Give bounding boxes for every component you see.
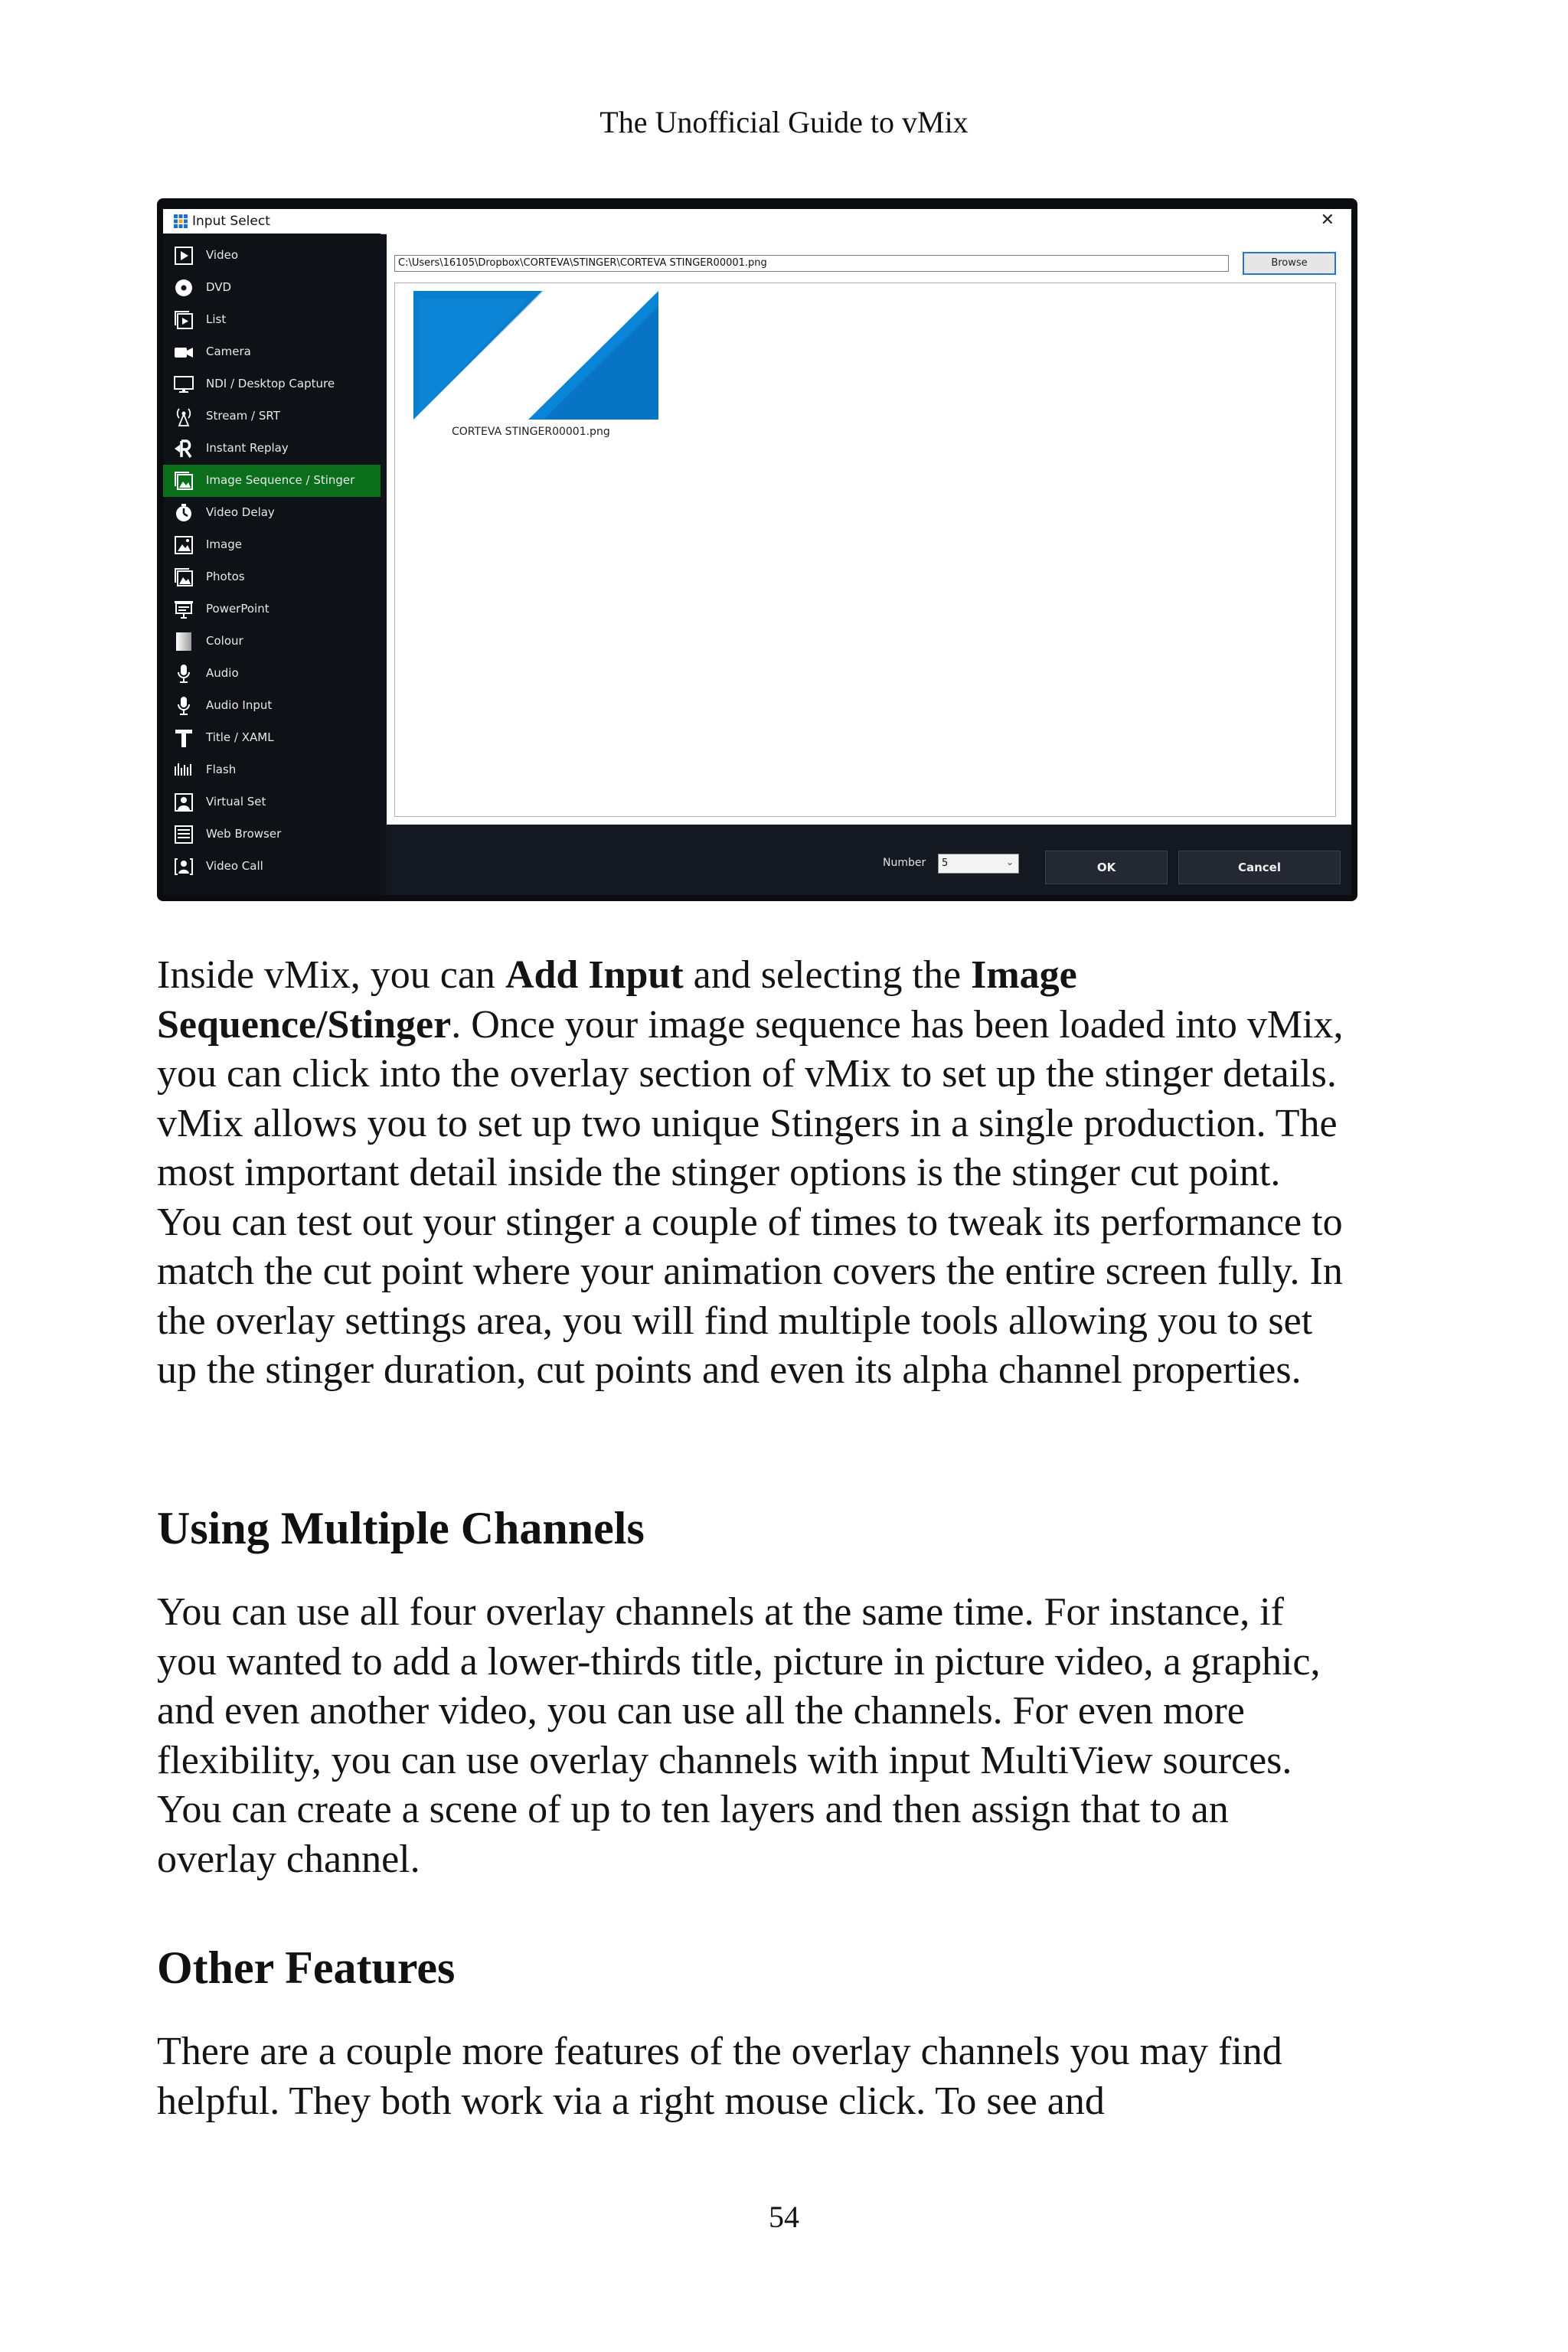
sidebar-item-image-sequence-stinger[interactable]: [163, 465, 381, 497]
sidebar-item-camera[interactable]: [163, 336, 381, 368]
file-list-pane: [394, 283, 1336, 817]
number-label: Number: [883, 857, 926, 869]
colour-icon: [174, 632, 194, 652]
running-head: The Unofficial Guide to vMix: [599, 105, 969, 139]
sidebar-item-audio-input[interactable]: [163, 690, 381, 722]
flash-icon: [174, 760, 194, 780]
sidebar-item-title-xaml[interactable]: [163, 722, 381, 754]
sidebar-item-photos[interactable]: [163, 561, 381, 593]
close-icon[interactable]: ✕: [1320, 211, 1334, 230]
sidebar-item-list[interactable]: [163, 304, 381, 336]
sidebar-item-label: Title / XAML: [206, 730, 274, 744]
sidebar-item-label: PowerPoint: [206, 602, 270, 616]
sidebar-item-label: Virtual Set: [206, 795, 266, 808]
sidebar-item-video-delay[interactable]: [163, 497, 381, 529]
sidebar-item-flash[interactable]: [163, 754, 381, 786]
sidebar-item-label: Photos: [206, 570, 245, 583]
virtual-set-icon: [174, 792, 194, 812]
sidebar-item-label: NDI / Desktop Capture: [206, 377, 335, 390]
input-select-dialog: [163, 209, 1351, 895]
presentation-icon: [174, 599, 194, 619]
video-icon: [174, 246, 194, 266]
sidebar-item-dvd[interactable]: [163, 272, 381, 304]
sidebar-item-virtual-set[interactable]: [163, 786, 381, 818]
section-heading-multiple-channels: Using Multiple Channels: [157, 1503, 645, 1553]
chevron-down-icon: ⌄: [1005, 857, 1014, 867]
sidebar-item-audio[interactable]: [163, 658, 381, 690]
browse-button[interactable]: Browse: [1243, 252, 1336, 275]
image-icon: [174, 535, 194, 555]
section-heading-other-features: Other Features: [157, 1942, 456, 1993]
sidebar-item-label: Web Browser: [206, 827, 282, 841]
sidebar-item-label: Flash: [206, 763, 237, 776]
sidebar-item-label: Image: [206, 537, 242, 551]
sidebar-item-video[interactable]: [163, 240, 381, 272]
replay-icon: [174, 439, 194, 459]
file-browser-area: [387, 234, 1351, 825]
list-icon: [174, 310, 194, 330]
dialog-footer: [387, 825, 1351, 895]
monitor-icon: [174, 374, 194, 394]
number-value: 5: [942, 858, 949, 869]
file-name-label: CORTEVA STINGER00001.png: [452, 426, 610, 438]
sidebar-item-ndi[interactable]: [163, 368, 381, 400]
sidebar-item-label: DVD: [206, 280, 232, 294]
sidebar-item-label: Camera: [206, 345, 251, 358]
app-grid-icon: [174, 214, 188, 228]
sidebar-item-instant-replay[interactable]: [163, 433, 381, 465]
camera-icon: [174, 342, 194, 362]
sidebar-item-video-call[interactable]: [163, 851, 381, 883]
paragraph-other-features: There are a couple more features of the overlay channels you may find helpful. They both work via a right mouse click. To see and: [157, 2030, 1282, 2123]
audio-input-icon: [174, 696, 194, 716]
sidebar-item-label: Audio: [206, 666, 239, 680]
video-call-icon: [174, 857, 194, 877]
screenshot-figure: [157, 198, 1357, 901]
sidebar-item-powerpoint[interactable]: [163, 593, 381, 626]
microphone-icon: [174, 664, 194, 684]
sidebar-item-stream[interactable]: [163, 400, 381, 433]
dialog-titlebar: [163, 209, 1351, 234]
paragraph-multiple-channels: You can use all four overlay channels at the same time. For instance, if you wanted to add a lower-thirds title, picture in picture video, a graphic, and even another video, you can use all the channels. For even more flexibility, you can use overlay channels with input MultiView sources. You can create a scene of up to ten layers and then assign that to an overlay channel.: [157, 1590, 1321, 1881]
sidebar-item-label: Audio Input: [206, 698, 273, 712]
cancel-button[interactable]: Cancel: [1178, 851, 1341, 884]
image-sequence-icon: [174, 471, 194, 491]
file-path-field[interactable]: C:\Users\16105\Dropbox\CORTEVA\STINGER\CORTEVA STINGER00001.png: [394, 255, 1229, 272]
sidebar-item-label: Video: [206, 248, 239, 262]
input-type-sidebar: [163, 234, 381, 895]
number-dropdown[interactable]: [938, 854, 1019, 874]
sidebar-item-label: Stream / SRT: [206, 409, 280, 423]
title-icon: [174, 728, 194, 748]
sidebar-item-image[interactable]: [163, 529, 381, 561]
ok-button[interactable]: OK: [1045, 851, 1168, 884]
sidebar-item-colour[interactable]: [163, 626, 381, 658]
page-number: 54: [769, 2200, 799, 2234]
clock-icon: [174, 503, 194, 523]
dvd-icon: [174, 278, 194, 298]
sidebar-item-web-browser[interactable]: [163, 818, 381, 851]
web-browser-icon: [174, 825, 194, 844]
stinger-thumbnail[interactable]: [413, 291, 658, 420]
sidebar-item-label: Video Call: [206, 859, 263, 873]
dialog-title: Input Select: [192, 214, 270, 229]
sidebar-item-label: Image Sequence / Stinger: [206, 473, 355, 487]
sidebar-item-label: Instant Replay: [206, 441, 289, 455]
photos-icon: [174, 567, 194, 587]
paragraph-stinger-intro: Inside vMix, you can Add Input and selecting the Image Sequence/Stinger. Once your image sequence has been loaded into vMix, you can click into the overlay section of vMix to set up the stinger details. vMix allows you to set up two unique Stingers in a single production. The most important detail inside the stinger options is the stinger cut point. You can test out your stinger a couple of times to tweak its performance to match the cut point where your animation covers the entire screen fully. In the overlay settings area, you will find multiple tools allowing you to set up the stinger duration, cut points and even its alpha channel properties.: [157, 953, 1344, 1392]
sidebar-item-label: Colour: [206, 634, 243, 648]
sidebar-item-label: Video Delay: [206, 505, 275, 519]
sidebar-item-label: List: [206, 312, 227, 326]
antenna-icon: [174, 407, 194, 426]
